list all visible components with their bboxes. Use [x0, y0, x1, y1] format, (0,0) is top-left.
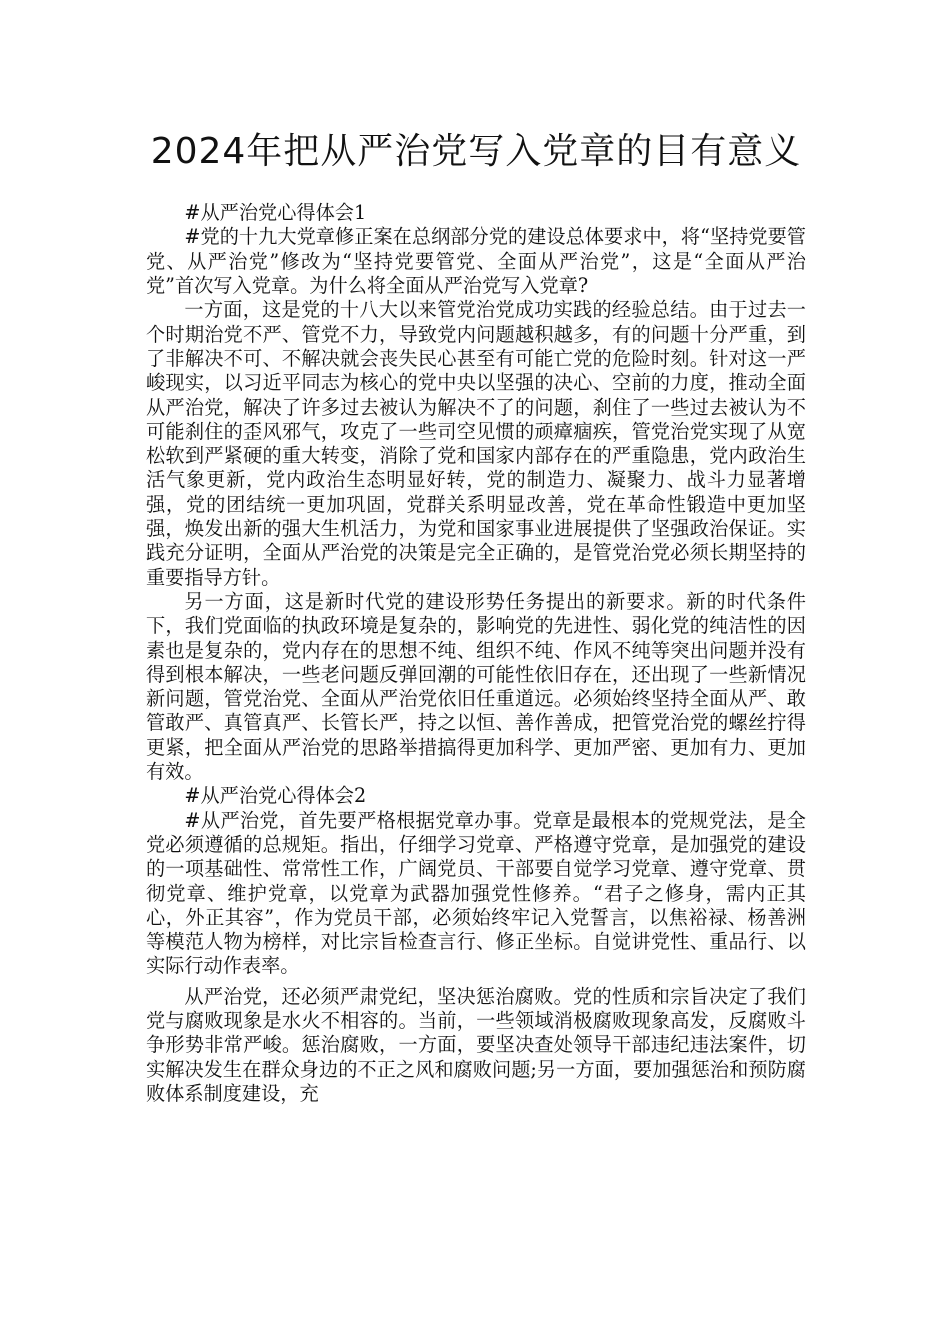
document-page — [146, 120, 806, 1106]
paragraph: 一方面，这是党的十八大以来管党治党成功实践的经验总结。由于过去一个时期治党不严、管党不力，导致党内问题越积越多，有的问题十分严重，到了非解决不可、不解决就会丧失民心甚至有可能亡党的危险时刻。针对这一严峻现实，以习近平同志为核心的党中央以坚强的决心、空前的力度，推动全面从严治党，解决了许多过去被认为解决不了的问题，刹住了一些过去被认为不可能刹住的歪风邪气，攻克了一些司空见惯的顽瘴痼疾，管党治党实现了从宽松软到严紧硬的重大转变，消除了党和国家内部存在的严重隐患，党内政治生活气象更新，党内政治生态明显好转，党的制造力、凝聚力、战斗力显著增强，党的团结统一更加巩固，党群关系明显改善，党在革命性锻造中更加坚强，焕发出新的强大生机活力，为党和国家事业进展提供了坚强政治保证。实践充分证明，全面从严治党的决策是完全正确的，是管党治党必须长期坚持的重要指导方针。 — [146, 298, 806, 589]
paragraph: 另一方面，这是新时代党的建设形势任务提出的新要求。新的时代条件下，我们党面临的执政环境是复杂的，影响党的先进性、弱化党的纯洁性的因素也是复杂的，党内存在的思想不纯、组织不纯、作风不纯等突出问题并没有得到根本解决，一些老问题反弹回潮的可能性依旧存在，还出现了一些新情况新问题，管党治党、全面从严治党依旧任重道远。必须始终坚持全面从严、敢管敢严、真管真严、长管长严，持之以恒、善作善成，把管党治党的螺丝拧得更紧，把全面从严治党的思路举措搞得更加科学、更加严密、更加有力、更加有效。 — [146, 589, 806, 784]
paragraph-heading-2: #从严治党心得体会2 — [184, 784, 367, 808]
paragraph-heading-1: #从严治党心得体会1 — [184, 201, 367, 225]
paragraph: 从严治党，还必须严肃党纪，坚决惩治腐败。党的性质和宗旨决定了我们党与腐败现象是水火不相容的。当前，一些领域消极腐败现象高发，反腐败斗争形势非常严峻。惩治腐败，一方面，要坚决查处领导干部违纪违法案件，切实解决发生在群众身边的不正之风和腐败问题;另一方面，要加强惩治和预防腐败体系制度建设，充 — [146, 984, 806, 1105]
paragraph: #从严治党，首先要严格根据党章办事。党章是最根本的党规党法，是全党必须遵循的总规矩。指出，仔细学习党章、严格遵守党章，是加强党的建设的一项基础性、常常性工作，广阔党员、干部要自觉学习党章、遵守党章、贯彻党章、维护党章，以党章为武器加强党性修养。“君子之修身，需内正其心，外正其容”，作为党员干部，必须始终牢记入党誓言，以焦裕禄、杨善洲等模范人物为榜样，对比宗旨检查言行、修正坐标。自觉讲党性、重品行、以实际行动作表率。 — [146, 808, 806, 978]
paragraph: #党的十九大党章修正案在总纲部分党的建设总体要求中，将“坚持党要管党、从严治党”修改为“坚持党要管党、全面从严治党”，这是“全面从严治党”首次写入党章。为什么将全面从严治党写入党章? — [146, 225, 806, 298]
document-title: 2024年把从严治党写入党章的目有意义 — [150, 131, 802, 172]
